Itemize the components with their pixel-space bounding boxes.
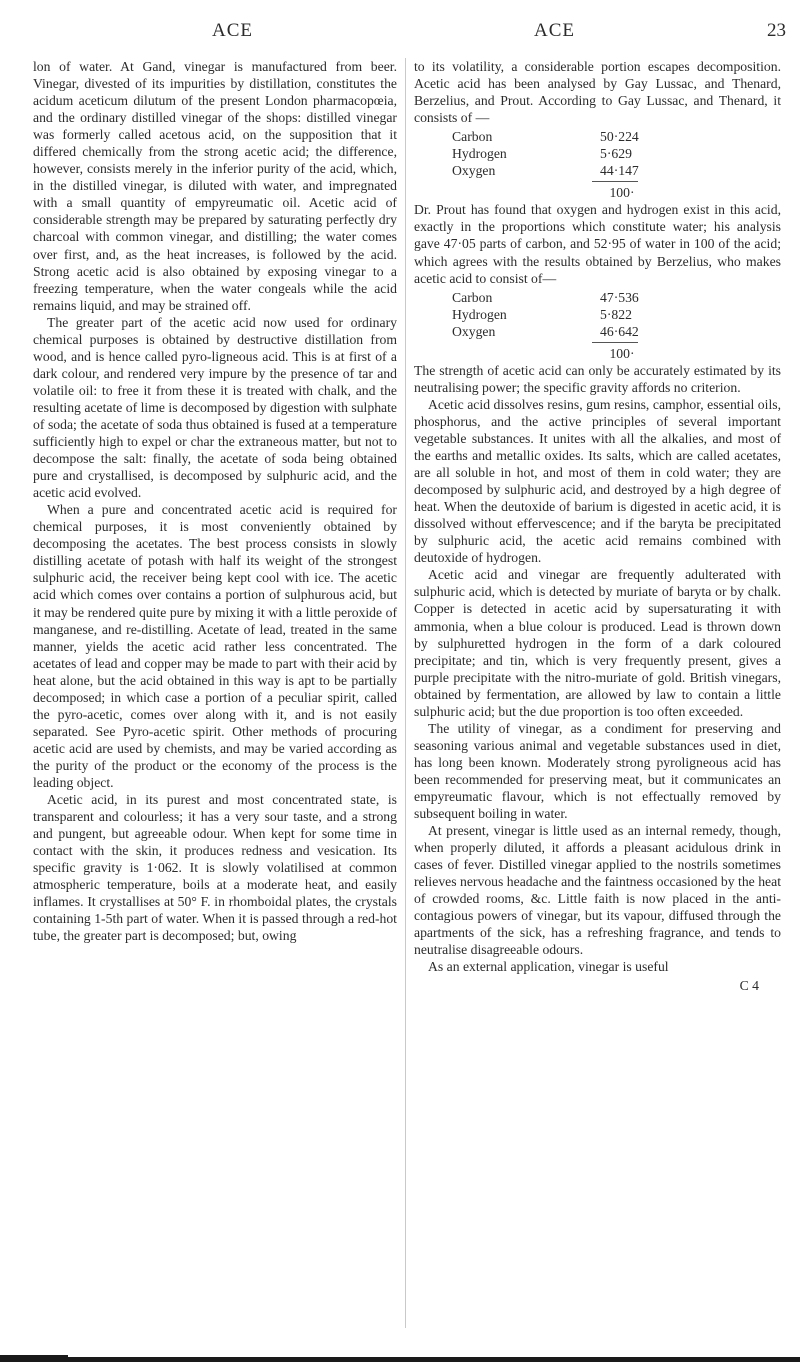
table-row	[452, 128, 639, 145]
right-column	[414, 58, 781, 995]
composition-table-2	[452, 289, 639, 340]
table-row	[452, 162, 639, 179]
running-header	[32, 14, 786, 44]
paragraph: lon of water. At Gand, vinegar is manufactured from beer. Vinegar, divested of its impurities by distillation, constitutes the acidum aceticum dilutum of the present London pharmacopœia, and the ordinary distilled vinegar of the shops: distilled vinegar was formerly called acetous acid, on the supposition that it differed chemically from the strong acetic acid; the difference, however, consists merely in the inferior purity of the acid, which, in the distilled vinegar, is diluted with water, and impregnated with a small quantity of empyreumatic oil. Acetic acid of considerable strength may be prepared by saturating perfectly dry charcoal with common vinegar, and distilling; the water comes over first, and, as the heat increases, is followed by the acid. Strong acetic acid is also obtained by exposing vinegar to a freezing temperature, when the water congeals while the acid remains liquid, and may be strained off.	[33, 59, 397, 313]
element-name: Hydrogen	[452, 146, 507, 162]
paragraph: Dr. Prout has found that oxygen and hydrogen exist in this acid, exactly in the proportions which constitute water; his analysis gave 47·05 parts of carbon, and 52·95 of water in 100 of the acid; which agrees with the results obtained by Berzelius, who makes acetic acid to consist of—	[414, 202, 781, 286]
element-value: 50·224	[600, 129, 639, 145]
element-name: Oxygen	[452, 163, 496, 179]
composition-total: 100·	[609, 185, 635, 201]
scan-bottom-edge	[0, 1357, 800, 1362]
paragraph: to its volatility, a considerable portion escapes decomposition. Acetic acid has been analysed by Gay Lussac, and Thenard, Berzelius, and Prout. According to Gay Lussac, and Thenard, it consists of —	[414, 59, 781, 126]
paragraph: When a pure and concentrated acetic acid is required for chemical purposes, it is most conveniently obtained by decomposing the acetates. The best process consists in slowly distilling acetate of potash with half its weight of the strongest sulphuric acid, the receiver being kept cool with ice. The acetic acid which comes over contains a portion of sulphurous acid, but it may be rendered quite pure by mixing it with a little peroxide of manganese, and re-distilling. Acetate of lead, treated in the same manner, yields the acetic acid rather less concentrated. The acetates of lead and copper may be made to part with their acid by heat alone, but the acid obtained in this way is apt to be partially decomposed; in which case a portion of a peculiar spirit, called the pyro-acetic, comes over along with it, and is not easily separated. See Pyro-acetic spirit. Other methods of procuring acetic acid are used by chemists, and may be varied according as the purity of the product or the economy of the process is the leading object.	[33, 502, 397, 790]
element-value: 5·629	[600, 146, 632, 162]
column-divider	[405, 58, 406, 1328]
paragraph: The utility of vinegar, as a condiment for preserving and seasoning various animal and vegetable substances used in diet, has long been known. Moderately strong pyroligneous acid has been recommended for preserving meat, but it communicates an empyreumatic flavour, which is not effectually removed by subsequent boiling in water.	[414, 720, 781, 822]
element-value: 5·822	[600, 306, 632, 322]
element-value: 44·147	[600, 163, 639, 179]
element-name: Carbon	[452, 289, 493, 305]
paragraph: Acetic acid dissolves resins, gum resins, camphor, essential oils, phosphorus, and the active principles of several important vegetable substances. It unites with all the alkalies, and most of the earths and metallic oxides. Its salts, which are called acetates, are all soluble in hot, and most of them in cold water; they are decomposed by sulphuric acid, and destroyed by a high degree of heat. When the deutoxide of barium is digested in acetic acid, it is dissolved without effervescence; and if the baryta be precipitated by sulphuric acid, the acetic acid remains combined with deutoxide of hydrogen.	[414, 396, 781, 566]
sum-rule	[592, 342, 638, 343]
left-column	[33, 58, 397, 944]
table-row	[452, 323, 639, 340]
paragraph: As an external application, vinegar is useful	[428, 959, 669, 975]
element-value: 47·536	[600, 289, 639, 305]
page-number: 23	[767, 20, 786, 41]
header-left-title: ACE	[212, 20, 253, 41]
table-row	[452, 289, 639, 306]
element-name: Oxygen	[452, 323, 496, 339]
paragraph: Acetic acid and vinegar are frequently adulterated with sulphuric acid, which is detected by muriate of baryta or by chalk. Copper is detected in acetic acid by supersaturating it with ammonia, when a blue colour is produced. Lead is thrown down by sulphuretted hydrogen in the form of a dark coloured precipitate; and tin, which is very frequently present, gives a purple precipitate with the nitro-muriate of gold. British vinegars, obtained by fermentation, are allowed by law to contain a little sulphuric acid; but the due proportion is too often exceeded.	[414, 567, 781, 719]
element-name: Carbon	[452, 129, 493, 145]
sum-rule	[592, 181, 638, 182]
composition-total: 100·	[609, 345, 635, 361]
element-value: 46·642	[600, 323, 639, 339]
header-right-title: ACE	[534, 20, 575, 41]
table-row	[452, 306, 639, 323]
paragraph: The greater part of the acetic acid now used for ordinary chemical purposes is obtained by destructive distillation from wood, and is hence called pyro-ligneous acid. This is at first of a dark colour, and rendered very impure by the presence of tar and volatile oil: to free it from these it is treated with chalk, and the resulting acetate of lime is decomposed by digestion with sulphate of soda; the acetate of soda thus obtained is fused at a temperature sufficiently high to expel or char the extraneous matter, but not to decompose the salt: finally, the acetate of soda being obtained pure and crystallised, is decomposed by sulphuric acid, and the acetic acid evolved.	[33, 314, 397, 501]
paragraph: Acetic acid, in its purest and most concentrated state, is transparent and colourless; it has a very sour taste, and a strong and pungent, but agreeable odour. When kept for some time in contact with the skin, it produces redness and vesication. Its specific gravity is 1·062. It is slowly volatilised at common atmospheric temperature, boils at a moderate heat, and easily inflames. It crystallises at 50° F. in rhomboidal plates, the crystals containing 1-5th part of water. When it is passed through a red-hot tube, the greater part is decomposed; but, owing	[33, 792, 397, 944]
element-name: Hydrogen	[452, 306, 507, 322]
composition-table-1	[452, 128, 639, 179]
table-row	[452, 145, 639, 162]
paragraph: At present, vinegar is little used as an internal remedy, though, when properly diluted, it affords a pleasant acidulous drink in cases of fever. Distilled vinegar applied to the nostrils sometimes relieves nervous headache and the faintness occasioned by the heat of crowded rooms, &c. Little faith is now placed in the anti-contagious powers of vinegar, but its vapour, diffused through the apartments of the sick, has a refreshing fragrance, and tends to neutralise disagreeable odours.	[414, 823, 781, 958]
paragraph: The strength of acetic acid can only be accurately estimated by its neutralising power; the specific gravity affords no criterion.	[414, 362, 781, 395]
signature-mark: C 4	[739, 978, 759, 994]
